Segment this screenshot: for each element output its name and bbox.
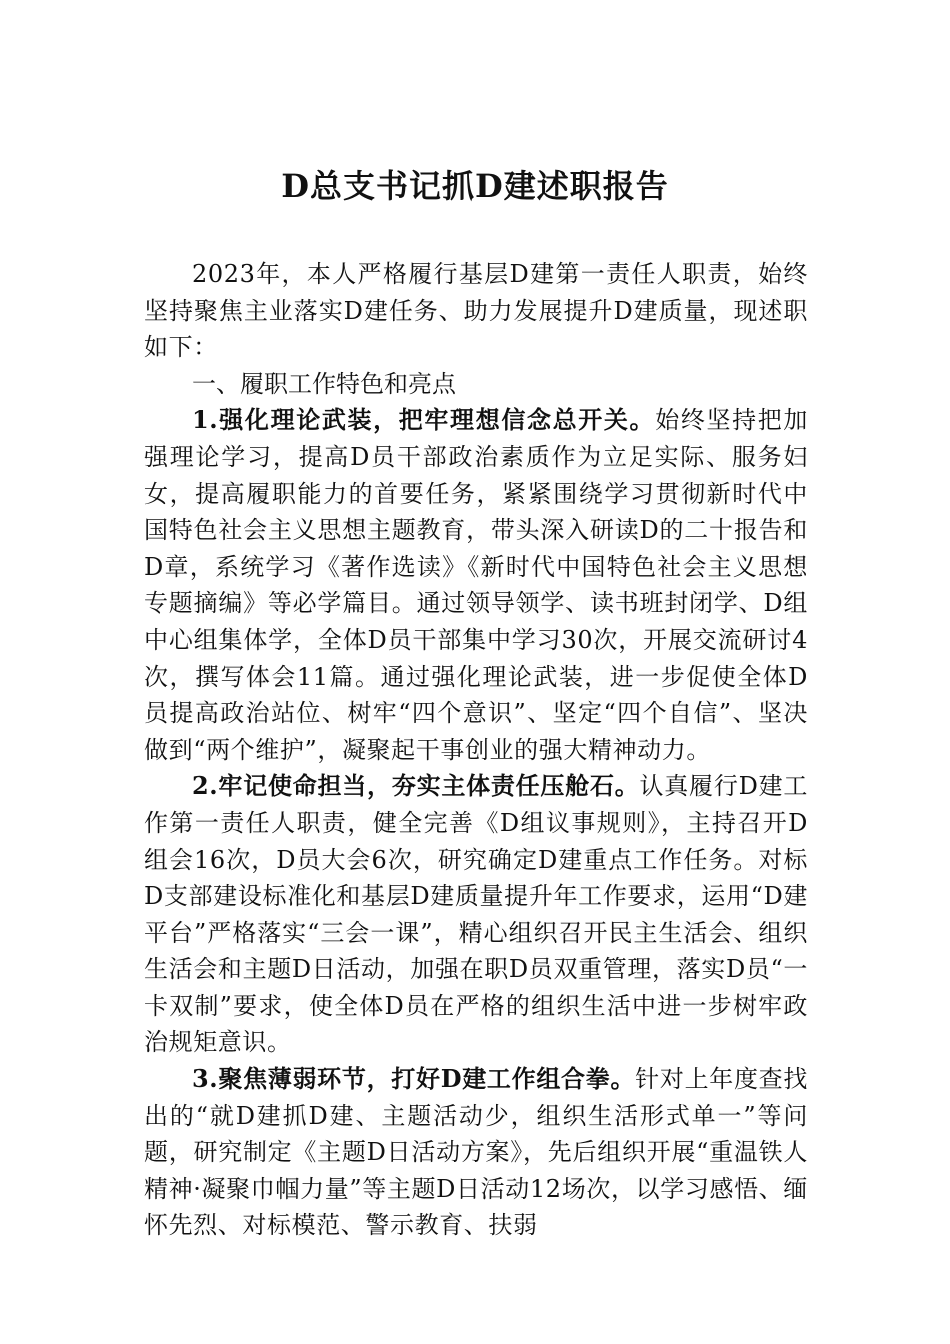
item-paragraph-3 [144, 1061, 808, 1244]
item-text-3: 针对上年度查找出的“就D建抓D建、主题活动少，组织生活形式单一”等问题，研究制定《主题D日活动方案》，先后组织开展“重温铁人精神·凝聚巾帼力量”等主题D日活动12场次，以学习感悟、缅怀先烈、对标模范、警示教育、扶弱 [144, 1065, 808, 1240]
item-text-1: 始终坚持把加强理论学习，提高D员干部政治素质作为立足实际、服务妇女，提高履职能力的首要任务，紧紧围绕学习贯彻新时代中国特色社会主义思想主题教育，带头深入研读D的二十报告和D章，系统学习《著作选读》《新时代中国特色社会主义思想专题摘编》等必学篇目。通过领导领学、读书班封闭学、D组中心组集体学，全体D员干部集中学习30次，开展交流研讨4次，撰写体会11篇。通过强化理论武装，进一步促使全体D员提高政治站位、树牢“四个意识”、坚定“四个自信”、坚决做到“两个维护”，凝聚起干事创业的强大精神动力。 [144, 406, 808, 764]
item-lead-2: 2.牢记使命担当，夯实主体责任压舱石。 [192, 771, 640, 801]
item-lead-1: 1.强化理论武装，把牢理想信念总开关。 [192, 405, 656, 435]
item-lead-3: 3.聚焦薄弱环节，打好D建工作组合拳。 [192, 1064, 636, 1094]
section-heading: 一、履职工作特色和亮点 [192, 369, 456, 398]
document-title: D总支书记抓D建述职报告 [281, 167, 669, 205]
item-paragraph-2 [144, 768, 808, 1061]
intro-paragraph: 2023年，本人严格履行基层D建第一责任人职责，始终坚持聚焦主业落实D建任务、助力发展提升D建质量，现述职如下： [144, 260, 808, 362]
document-body [144, 256, 808, 1244]
item-paragraph-1 [144, 402, 808, 768]
item-text-2: 认真履行D建工作第一责任人职责，健全完善《D组议事规则》，主持召开D组会16次，D员大会6次，研究确定D建重点工作任务。对标D支部建设标准化和基层D建质量提升年工作要求，运用“D建平台”严格落实“三会一课”，精心组织召开民主生活会、组织生活会和主题D日活动，加强在职D员双重管理，落实D员“一卡双制”要求，使全体D员在严格的组织生活中进一步树牢政治规矩意识。 [144, 772, 808, 1057]
